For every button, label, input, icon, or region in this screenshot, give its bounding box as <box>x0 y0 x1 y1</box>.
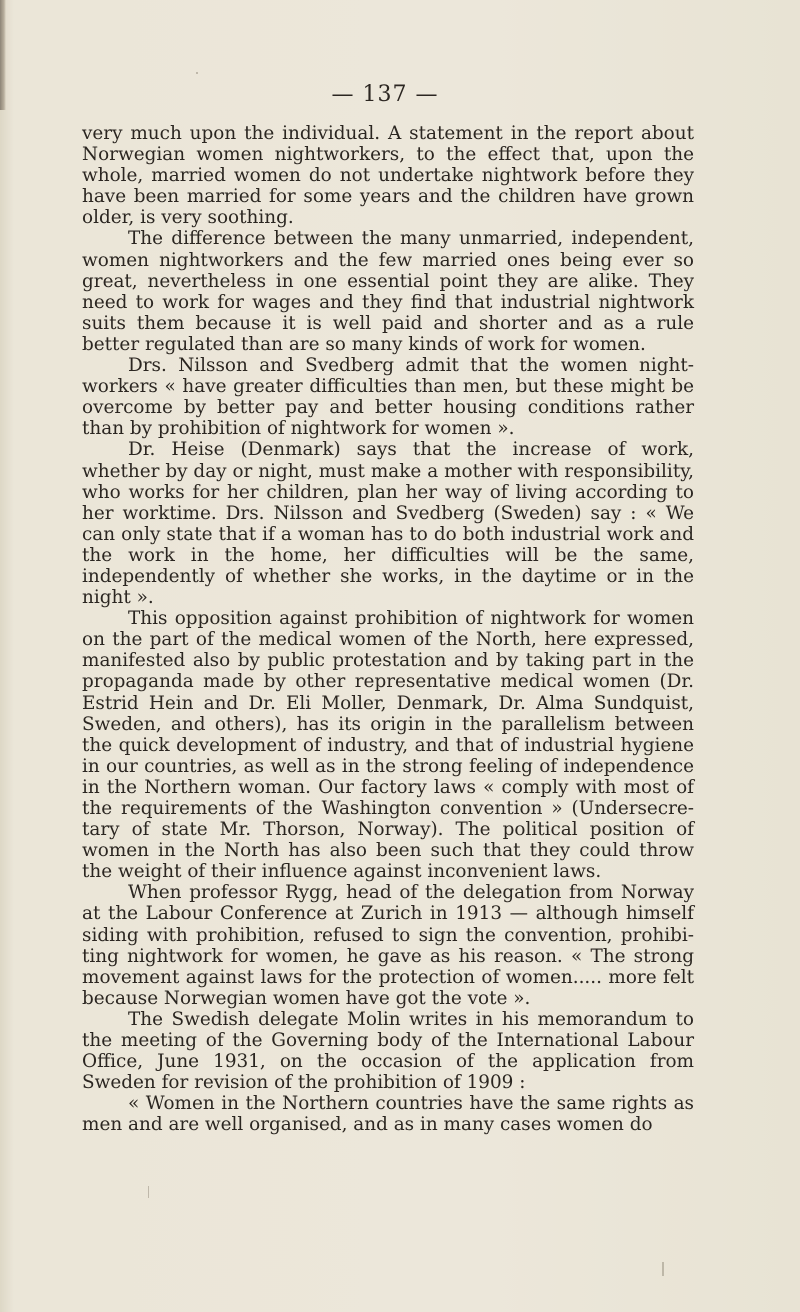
paragraph-7: The Swedish delegate Molin writes in his memorandum to the meeting of the Governing body of the International Labour Office, June 1931, on the occasion of the application from Sweden for revision of the prohibition of 1909 : <box>82 1008 694 1094</box>
paragraph-3: Drs. Nilsson and Svedberg admit that the women night-workers « have greater difficulties than men, but these might be overcome by better pay and better housing conditions rather than by prohibition of nightwork for women ». <box>82 355 694 440</box>
paper-speck <box>148 1186 149 1198</box>
paragraph-8: « Women in the Northern countries have the same rights as men and are well organised, and as in many cases women do <box>82 1093 694 1136</box>
paragraph-1: very much upon the individual. A statement in the report about Norwegian women nightworkers, to the effect that, upon the whole, married women do not undertake nightwork before they have been married for some years and the children have grown older, is very soothing. <box>82 123 694 229</box>
paragraph-4: Dr. Heise (Denmark) says that the increase of work, whether by day or night, must make a mother with responsibility, who works for her children, plan her way of living according to her worktime. Drs. Nilsson and Svedberg (Sweden) say : « We can only state that if a woman has to do both industrial work and the work in the home, her difficulties will be the same, independently of whether she works, in the daytime or in the night ». <box>82 439 694 609</box>
paper-speck <box>662 1262 664 1276</box>
paragraph-2: The difference between the many unmarried, independent, women nightworkers and the few married ones being ever so great, nevertheless in one essential point they are alike. They need to work for wages and they find that industrial nightwork suits them because it is well paid and shorter and as a rule better regulated than are so many kinds of work for women. <box>82 228 694 355</box>
body-text <box>82 123 694 1136</box>
paper-speck <box>196 72 198 74</box>
paragraph-5: This opposition against prohibition of nightwork for women on the part of the medical women of the North, here expressed, manifested also by public protestation and by taking part in the propaganda made by other representative medical women (Dr. Estrid Hein and Dr. Eli Moller, Denmark, Dr. Alma Sundquist, Sweden, and others), has its origin in the parallelism between the quick development of industry, and that of industrial hygiene in our countries, as well as in the strong feeling of independence in the Northern woman. Our factory laws « comply with most of the requirements of the Washington convention » (Undersecre-tary of state Mr. Thorson, Norway). The political position of women in the North has also been such that they could throw the weight of their influence against inconvenient laws. <box>82 608 694 883</box>
page-number: — 137 — <box>331 82 439 107</box>
paragraph-6: When professor Rygg, head of the delegation from Norway at the Labour Conference at Zurich in 1913 — although himself siding with prohibition, refused to sign the convention, prohibi-ting nightwork for women, he gave as his reason. « The strong movement against laws for the protection of women..... more felt because Norwegian women have got the vote ». <box>82 882 694 1009</box>
